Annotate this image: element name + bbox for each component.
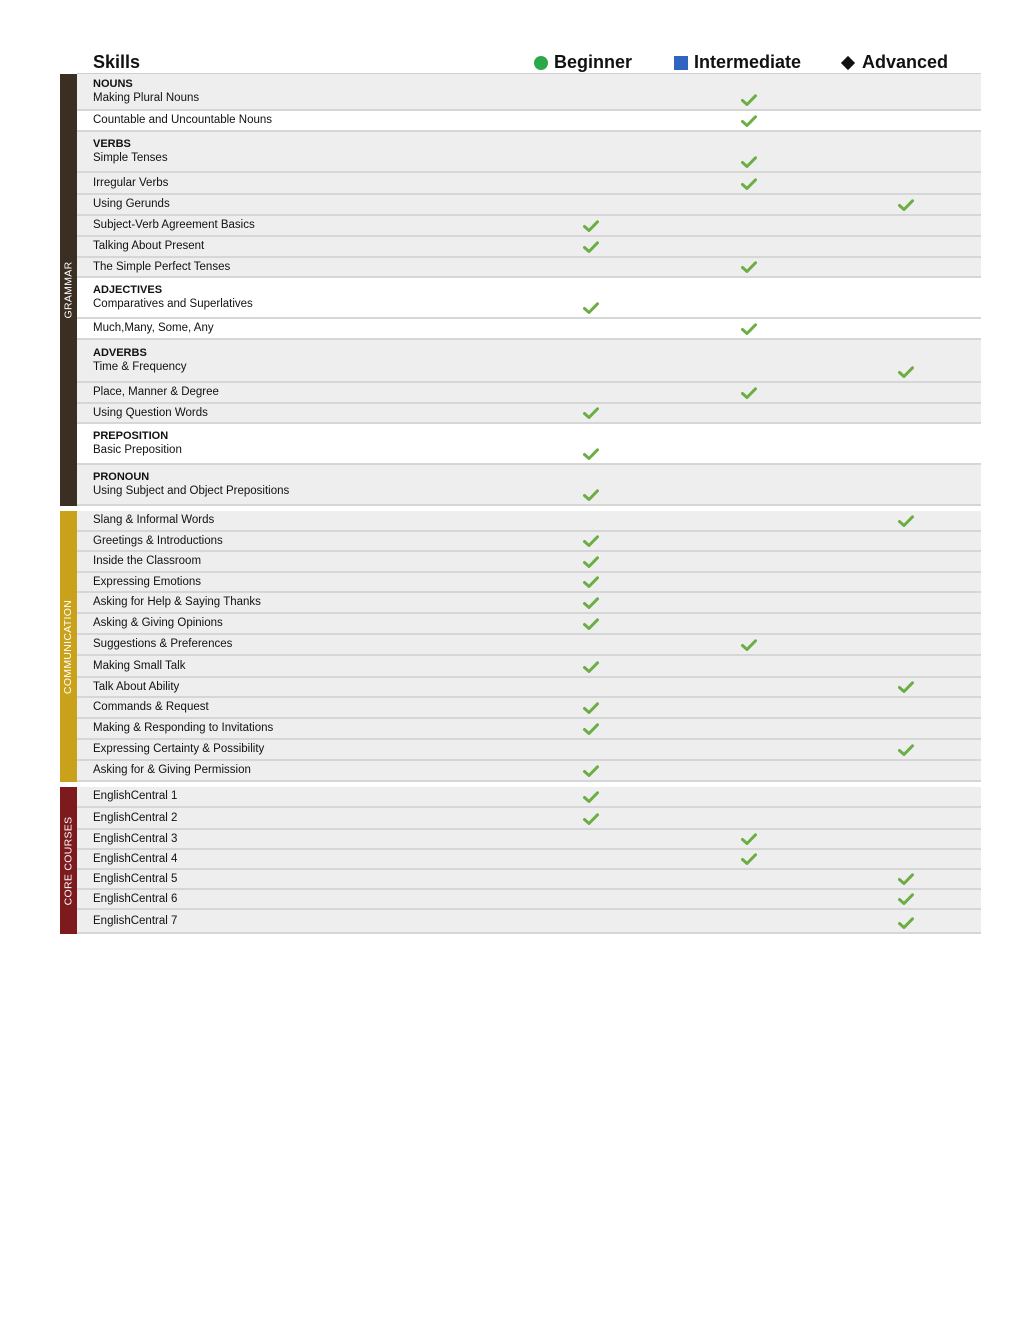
table-row [77,573,981,593]
checkmark-icon [583,489,599,501]
section-core-courses [60,787,981,934]
skill-label: Suggestions & Preferences [93,638,233,650]
checkmark-icon [583,723,599,735]
legend-intermediate [674,52,801,73]
skill-label: Subject-Verb Agreement Basics [93,219,255,231]
communication-band-label: COMMUNICATION [62,599,75,694]
checkmark-icon [741,178,757,190]
table-row [77,237,981,258]
black-diamond-icon [841,55,855,69]
table-row [77,404,981,424]
skill-label: Time & Frequency [93,361,187,373]
skill-label: EnglishCentral 3 [93,832,178,845]
checkmark-icon [583,618,599,630]
skill-label: Greetings & Introductions [93,534,223,547]
table-row [77,698,981,719]
table-row [77,383,981,404]
checkmark-icon [741,156,757,168]
table-row [77,870,981,890]
table-row [77,890,981,910]
checkmark-icon [741,853,757,865]
legend-advanced [840,52,948,73]
checkmark-icon [741,115,757,127]
checkmark-icon [741,833,757,845]
table-row [77,656,981,678]
skill-label: Making Small Talk [93,659,186,672]
checkmark-icon [898,515,914,527]
skill-label: Talk About Ability [93,680,180,693]
grammar-band [60,74,77,506]
category-heading: PREPOSITION [93,430,169,442]
skill-label: Much,Many, Some, Any [93,322,214,334]
checkmark-icon [898,744,914,756]
category-heading: NOUNS [93,78,133,90]
legend-beginner-label: Beginner [554,52,633,72]
blue-square-icon [674,56,688,70]
checkmark-icon [741,261,757,273]
checkmark-icon [583,661,599,673]
table-row [77,340,981,383]
grammar-rows [77,74,981,506]
skill-label: Expressing Emotions [93,575,202,588]
category-heading: PRONOUN [93,471,150,483]
table-row [77,195,981,216]
checkmark-icon [898,893,914,905]
table-row [77,787,981,808]
checkmark-icon [583,702,599,714]
skill-label: Making & Responding to Invitations [93,722,274,734]
skill-label: Using Question Words [93,406,208,419]
skills-header: Skills [93,52,141,72]
checkmark-icon [898,681,914,693]
table-row [77,74,981,111]
checkmark-icon [583,535,599,547]
core-courses-band-label: CORE COURSES [62,816,75,905]
table-row [77,173,981,195]
checkmark-icon [898,199,914,211]
table-row [77,850,981,870]
skill-label: Asking & Giving Opinions [93,617,223,629]
checkmark-icon [583,597,599,609]
checkmark-icon [583,556,599,568]
grammar-band-label: GRAMMAR [62,261,75,319]
legend-advanced-label: Advanced [862,52,949,72]
table-header [0,46,1024,74]
table-row [77,132,981,173]
skill-label: Inside the Classroom [93,555,202,567]
table-row [77,552,981,573]
communication-band [60,511,77,782]
table-row [77,532,981,552]
table-row [77,830,981,850]
table-row [77,424,981,465]
skill-label: Using Subject and Object Prepositions [93,485,290,497]
skill-label: Expressing Certainty & Possibility [93,743,265,755]
checkmark-icon [741,387,757,399]
skill-label: EnglishCentral 5 [93,872,178,885]
skill-label: Simple Tenses [93,152,168,164]
skill-label: Basic Preposition [93,444,182,456]
green-circle-icon [534,56,548,70]
skill-label: Using Gerunds [93,198,170,210]
checkmark-icon [898,366,914,378]
checkmark-icon [583,813,599,825]
table-row [77,593,981,614]
skill-label: Slang & Informal Words [93,514,215,526]
table-row [77,635,981,656]
category-heading: ADVERBS [93,347,147,359]
table-row [77,808,981,830]
skill-label: EnglishCentral 2 [93,811,178,824]
category-heading: ADJECTIVES [93,284,163,296]
checkmark-icon [583,407,599,419]
skill-label: Asking for Help & Saying Thanks [93,596,261,608]
checkmark-icon [583,791,599,803]
skill-label: EnglishCentral 7 [93,914,178,927]
table-row [77,465,981,506]
table-row [77,719,981,740]
skill-label: Talking About Present [93,240,205,252]
table-row [77,678,981,698]
skill-label: Place, Manner & Degree [93,386,219,398]
checkmark-icon [583,448,599,460]
table-row [77,614,981,635]
checkmark-icon [583,765,599,777]
category-heading: VERBS [93,138,131,150]
checkmark-icon [583,241,599,253]
table-row [77,910,981,934]
core-courses-band [60,787,77,934]
checkmark-icon [583,576,599,588]
table-row [77,319,981,340]
skill-label: EnglishCentral 4 [93,852,178,865]
checkmark-icon [583,302,599,314]
table-row [77,111,981,132]
skill-label: Asking for & Giving Permission [93,764,251,776]
section-grammar [60,74,981,506]
checkmark-icon [741,323,757,335]
skill-label: Countable and Uncountable Nouns [93,114,273,126]
skill-label: Irregular Verbs [93,176,169,189]
checkmark-icon [898,873,914,885]
skill-label: Commands & Request [93,701,209,713]
table-row [77,278,981,319]
core-courses-rows [77,787,981,934]
table-row [77,258,981,278]
legend-beginner [534,52,632,73]
checkmark-icon [583,220,599,232]
skill-label: The Simple Perfect Tenses [93,260,231,273]
skill-label: EnglishCentral 6 [93,892,178,905]
skill-label: Making Plural Nouns [93,92,200,104]
checkmark-icon [741,94,757,106]
table-row [77,740,981,761]
table-row [77,511,981,532]
checkmark-icon [741,639,757,651]
communication-rows [77,511,981,782]
section-communication [60,511,981,782]
table-row [77,216,981,237]
skill-label: Comparatives and Superlatives [93,298,253,310]
skill-label: EnglishCentral 1 [93,790,178,802]
table-row [77,761,981,782]
checkmark-icon [898,917,914,929]
legend-intermediate-label: Intermediate [694,52,802,72]
